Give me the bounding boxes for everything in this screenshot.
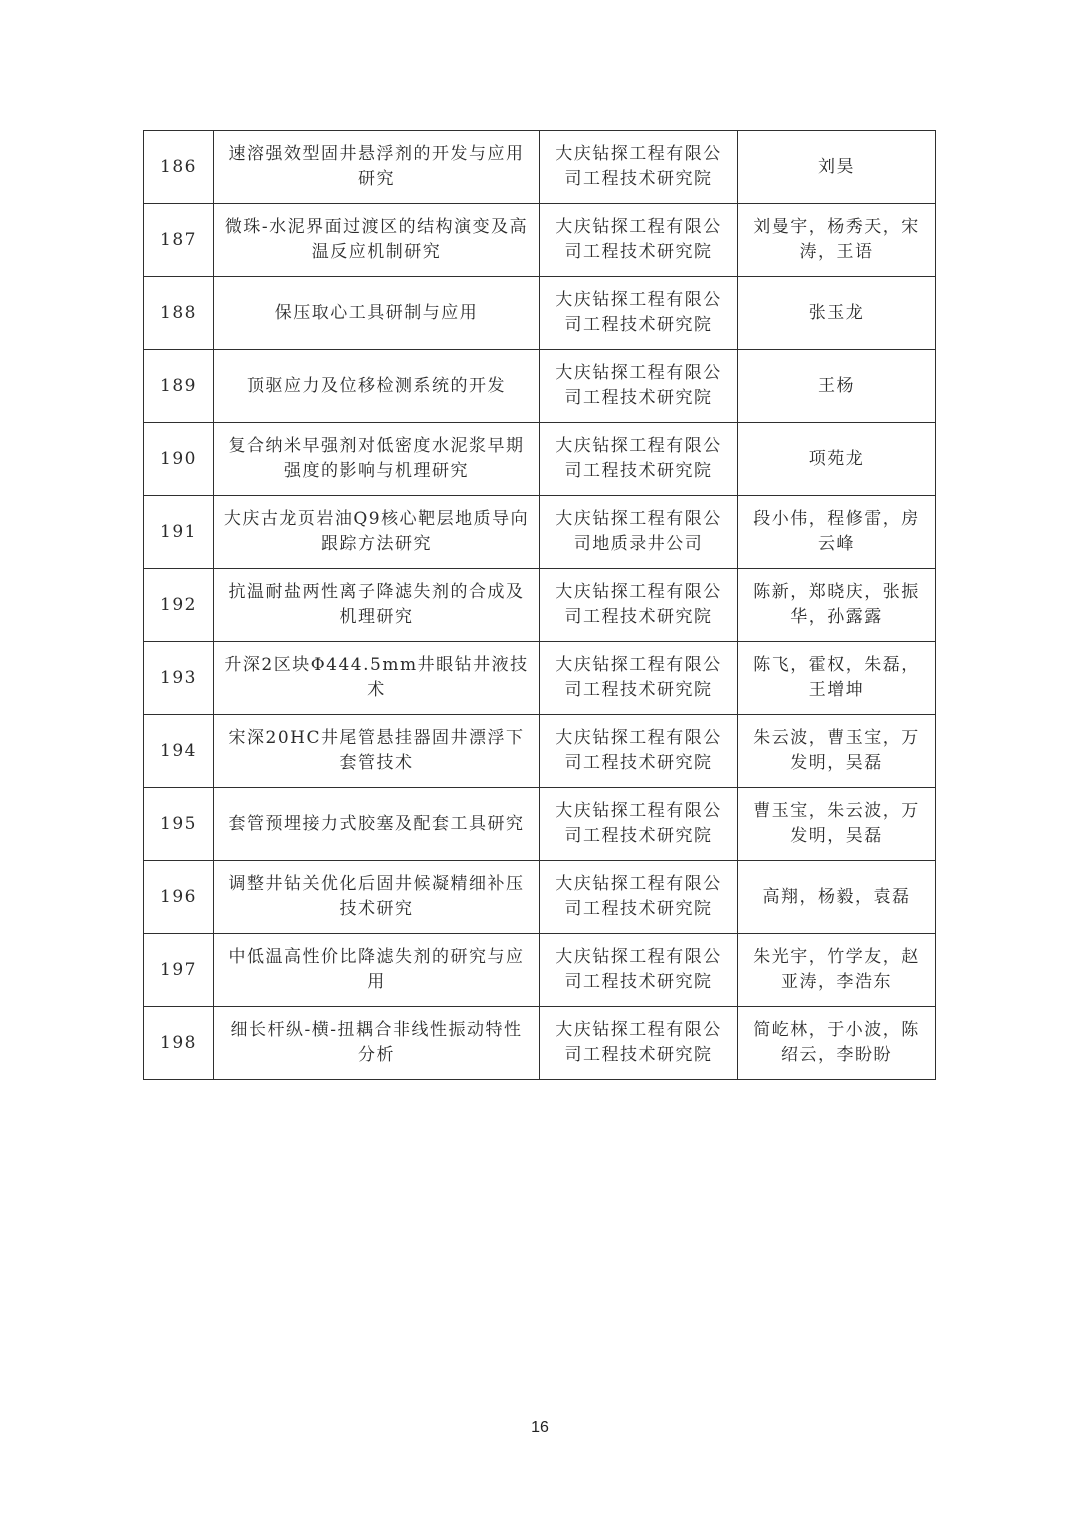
table-row	[144, 204, 936, 277]
participants: 段小伟，程修雷，房云峰	[738, 496, 936, 569]
page-number: 16	[531, 1419, 549, 1436]
organization: 大庆钻探工程有限公司工程技术研究院	[540, 861, 738, 934]
project-title: 大庆古龙页岩油Q9核心靶层地质导向跟踪方法研究	[214, 496, 540, 569]
row-number: 186	[144, 131, 214, 204]
project-title: 中低温高性价比降滤失剂的研究与应用	[214, 934, 540, 1007]
organization: 大庆钻探工程有限公司工程技术研究院	[540, 423, 738, 496]
table-row	[144, 277, 936, 350]
table-row	[144, 131, 936, 204]
row-number: 189	[144, 350, 214, 423]
row-number: 194	[144, 715, 214, 788]
participants: 简屹林，于小波，陈绍云，李盼盼	[738, 1007, 936, 1080]
participants: 张玉龙	[738, 277, 936, 350]
row-number: 190	[144, 423, 214, 496]
table-row	[144, 642, 936, 715]
project-title: 细长杆纵-横-扭耦合非线性振动特性分析	[214, 1007, 540, 1080]
organization: 大庆钻探工程有限公司工程技术研究院	[540, 715, 738, 788]
table-row	[144, 496, 936, 569]
project-title: 速溶强效型固井悬浮剂的开发与应用研究	[214, 131, 540, 204]
table-row	[144, 350, 936, 423]
organization: 大庆钻探工程有限公司工程技术研究院	[540, 788, 738, 861]
project-title: 微珠-水泥界面过渡区的结构演变及高温反应机制研究	[214, 204, 540, 277]
row-number: 187	[144, 204, 214, 277]
row-number: 188	[144, 277, 214, 350]
table-row	[144, 788, 936, 861]
organization: 大庆钻探工程有限公司工程技术研究院	[540, 642, 738, 715]
project-title: 升深2区块Φ444.5mm井眼钻井液技术	[214, 642, 540, 715]
table-row	[144, 861, 936, 934]
organization: 大庆钻探工程有限公司工程技术研究院	[540, 204, 738, 277]
project-title: 复合纳米早强剂对低密度水泥浆早期强度的影响与机理研究	[214, 423, 540, 496]
project-title: 调整井钻关优化后固井候凝精细补压技术研究	[214, 861, 540, 934]
organization: 大庆钻探工程有限公司工程技术研究院	[540, 131, 738, 204]
participants: 朱云波，曹玉宝，万发明，吴磊	[738, 715, 936, 788]
participants: 王杨	[738, 350, 936, 423]
row-number: 197	[144, 934, 214, 1007]
table-row	[144, 934, 936, 1007]
participants: 刘曼宇，杨秀天，宋涛，王语	[738, 204, 936, 277]
participants: 项苑龙	[738, 423, 936, 496]
participants: 朱光宇，竹学友，赵亚涛，李浩东	[738, 934, 936, 1007]
participants: 陈新，郑晓庆，张振华，孙露露	[738, 569, 936, 642]
organization: 大庆钻探工程有限公司工程技术研究院	[540, 934, 738, 1007]
organization: 大庆钻探工程有限公司工程技术研究院	[540, 277, 738, 350]
project-title: 宋深20HC井尾管悬挂器固井漂浮下套管技术	[214, 715, 540, 788]
participants: 刘昊	[738, 131, 936, 204]
project-title: 套管预埋接力式胶塞及配套工具研究	[214, 788, 540, 861]
organization: 大庆钻探工程有限公司地质录井公司	[540, 496, 738, 569]
row-number: 196	[144, 861, 214, 934]
organization: 大庆钻探工程有限公司工程技术研究院	[540, 1007, 738, 1080]
project-title: 抗温耐盐两性离子降滤失剂的合成及机理研究	[214, 569, 540, 642]
organization: 大庆钻探工程有限公司工程技术研究院	[540, 569, 738, 642]
row-number: 195	[144, 788, 214, 861]
table-row	[144, 1007, 936, 1080]
participants: 陈飞，霍权，朱磊，王增坤	[738, 642, 936, 715]
table-row	[144, 569, 936, 642]
organization: 大庆钻探工程有限公司工程技术研究院	[540, 350, 738, 423]
row-number: 198	[144, 1007, 214, 1080]
row-number: 192	[144, 569, 214, 642]
table-row	[144, 715, 936, 788]
row-number: 193	[144, 642, 214, 715]
awards-table	[143, 130, 936, 1080]
project-title: 保压取心工具研制与应用	[214, 277, 540, 350]
participants: 高翔，杨毅，袁磊	[738, 861, 936, 934]
participants: 曹玉宝，朱云波，万发明，吴磊	[738, 788, 936, 861]
row-number: 191	[144, 496, 214, 569]
table-row	[144, 423, 936, 496]
project-title: 顶驱应力及位移检测系统的开发	[214, 350, 540, 423]
